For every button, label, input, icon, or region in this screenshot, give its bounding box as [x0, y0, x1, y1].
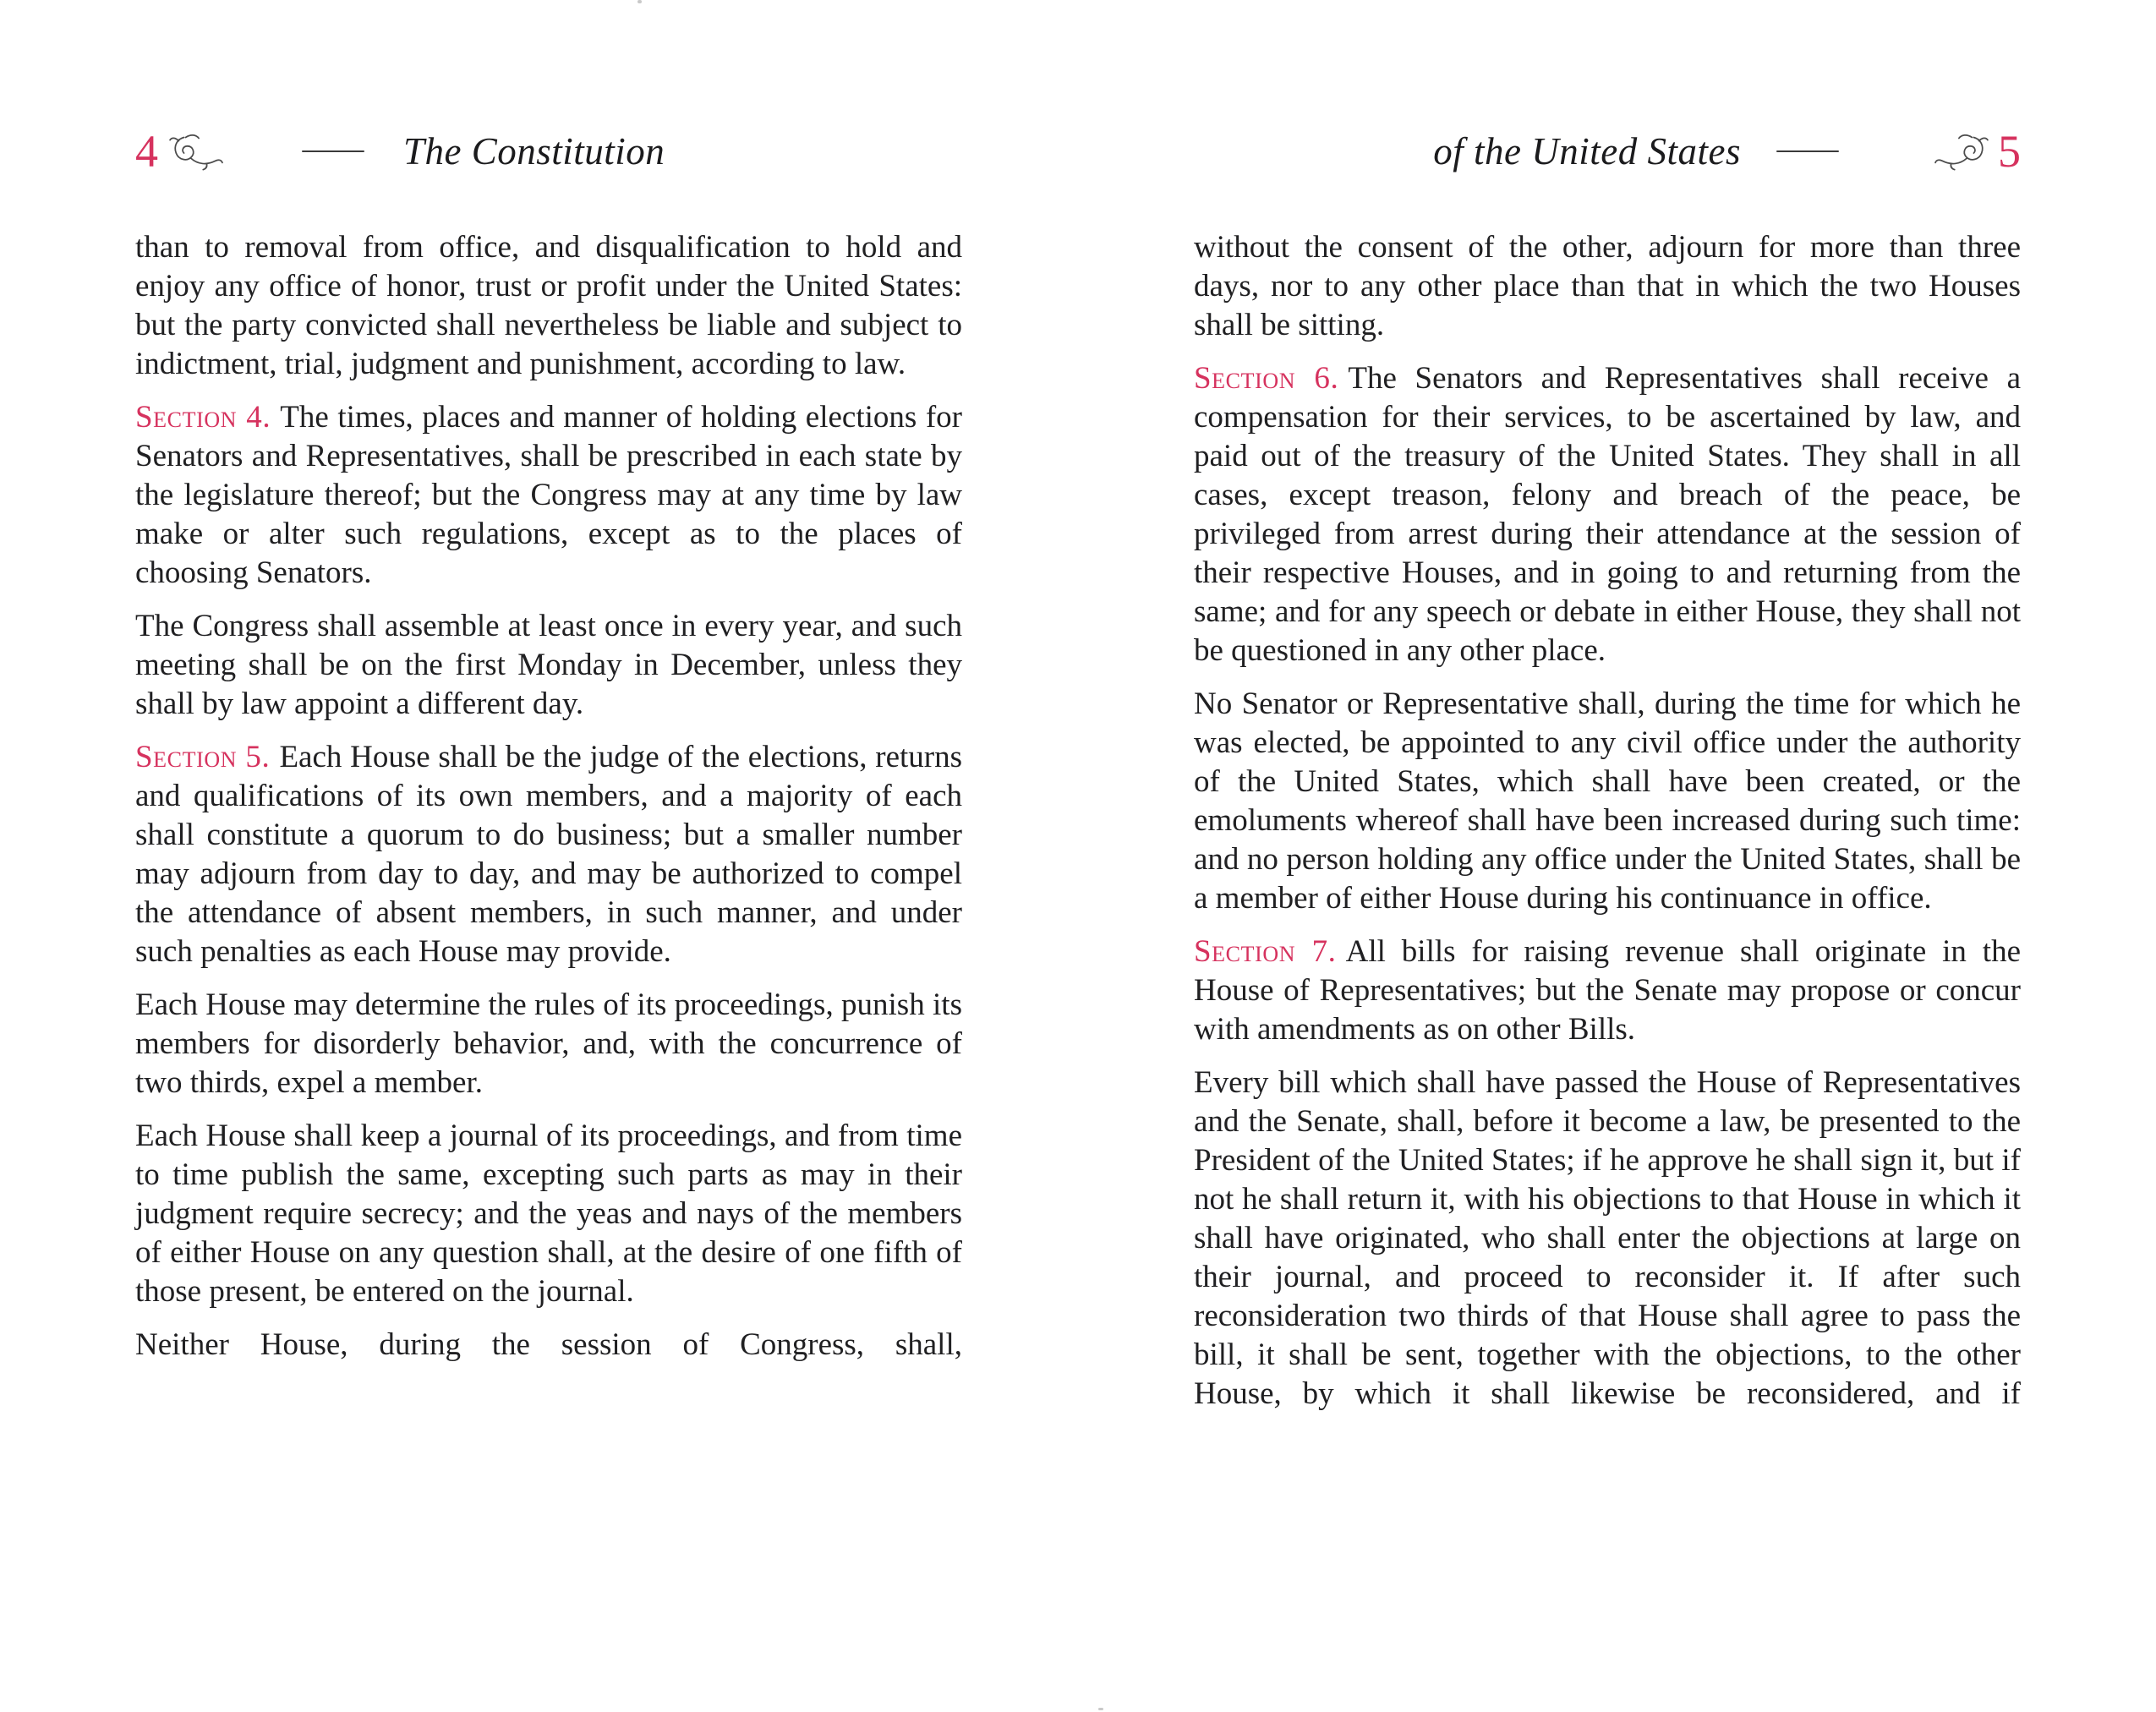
paragraph-text: The Congress shall assemble at least once in every year, and such meeting shall be on the first Monday in December, unless they shall by law appoint a different day. — [135, 609, 962, 721]
right-running-head — [1194, 127, 2021, 176]
paragraph — [135, 1117, 962, 1311]
paragraph-text: than to removal from office, and disqualification to hold and enjoy any office of honor, trust or profit under the United States: but the party convicted shall nevertheless be liable and subject to indictment, trial, judgment and punishment, according to law. — [135, 230, 962, 381]
paragraph-text: without the consent of the other, adjourn for more than three days, nor to any other place than that in which the two Houses shall be sitting. — [1194, 230, 2021, 342]
paragraph — [1194, 933, 2021, 1049]
section-label: Section 6. — [1194, 361, 1339, 396]
paragraph — [135, 1326, 962, 1365]
section-label: Section 5. — [135, 740, 271, 774]
paragraph — [1194, 1064, 2021, 1414]
paragraph-text: Each House shall be the judge of the elections, returns and qualifications of its own members, and a majority of each shall constitute a quorum to do business; but a smaller number may adjourn from day to day, and may be authorized to compel the attendance of absent members, in such manner, and under such penalties as each House may provide. — [135, 740, 962, 969]
scan-artifact-dot — [637, 0, 642, 3]
paragraph-text: Each House may determine the rules of its proceedings, punish its members for disorderly behavior, and, with the concurrence of two thirds, expel a member. — [135, 987, 962, 1100]
left-running-head — [135, 127, 962, 176]
header-rule — [1776, 150, 1839, 152]
right-header-title: of the United States — [1433, 129, 1741, 172]
paragraph-text: No Senator or Representative shall, during the time for which he was elected, be appointed to any civil office under the authority of the United States, which shall have been created, or the emoluments whereof shall have been increased during such time: and no person holding any office under the United States, shall be a member of either House during his continuance in office. — [1194, 686, 2021, 916]
section-label: Section 7. — [1194, 934, 1337, 969]
floral-flourish-icon — [1934, 132, 1989, 171]
paragraph-text: Each House shall keep a journal of its proceedings, and from time to time publish the same, excepting such parts as may in their judgment require secrecy; and the yeas and nays of the members of either House on any question shall, at the desire of one fifth of those present, be entered on the journal. — [135, 1119, 962, 1309]
paragraph-text: Neither House, during the session of Congress, shall, — [135, 1327, 962, 1362]
scan-artifact-dot — [1098, 1708, 1103, 1710]
paragraph — [135, 738, 962, 971]
right-page-number: 5 — [1998, 126, 2021, 177]
header-rule — [302, 150, 364, 152]
paragraph-text: The times, places and manner of holding elections for Senators and Representatives, shall be prescribed in each state by the legislature thereof; but the Congress may at any time by law make or alter such regulations, except as to the places of choosing Senators. — [135, 400, 962, 590]
paragraph — [1194, 359, 2021, 670]
section-label: Section 4. — [135, 400, 271, 435]
floral-flourish-icon — [168, 132, 224, 171]
left-header-title: The Constitution — [403, 129, 665, 172]
paragraph — [135, 607, 962, 724]
right-page-text-column — [1194, 228, 2021, 1428]
paragraph — [135, 228, 962, 384]
paragraph — [1194, 685, 2021, 918]
paragraph-text: The Senators and Representatives shall receive a compensation for their services, to be ascertained by law, and paid out of the treasury of the United States. They shall in all cases, except treason, felony and breach of the peace, be privileged from arrest during their attendance at the session of their respective Houses, and in going to and returning from the same; and for any speech or debate in either House, they shall not be questioned in any other place. — [1194, 361, 2021, 668]
paragraph — [135, 986, 962, 1102]
left-page-text-column — [135, 228, 962, 1379]
paragraph — [135, 398, 962, 593]
paragraph-text: Every bill which shall have passed the House of Representatives and the Senate, shall, before it become a law, be presented to the President of the United States; if he approve he shall sign it, but if not he shall return it, with his objections to that House in which it shall have originated, who shall enter the objections at large on their journal, and proceed to reconsider it. If after such reconsideration two thirds of that House shall agree to pass the bill, it shall be sent, together with the objections, to the other House, by which it shall likewise be reconsidered, and if — [1194, 1065, 2021, 1411]
left-page-number: 4 — [135, 126, 158, 177]
paragraph — [1194, 228, 2021, 345]
paragraph-text: All bills for raising revenue shall originate in the House of Representatives; but the Senate may propose or concur with amendments as on other Bills. — [1194, 934, 2021, 1047]
